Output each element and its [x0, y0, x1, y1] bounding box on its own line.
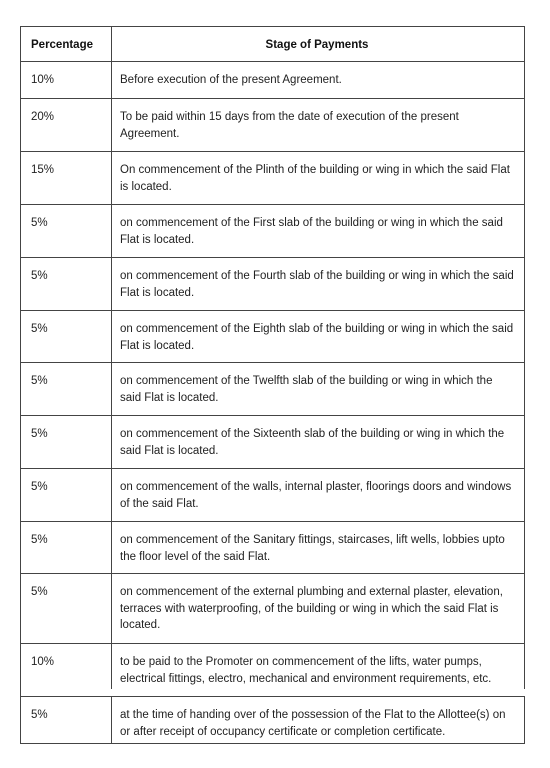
table-row	[20, 416, 525, 469]
percentage-cell: 10%	[21, 644, 112, 689]
percentage-cell: 5%	[21, 522, 112, 573]
table-gap-divider	[20, 689, 525, 697]
table-row	[20, 258, 525, 311]
stage-cell: Before execution of the present Agreement.	[120, 74, 342, 86]
stage-cell: on commencement of the Fourth slab of the building or wing in which the said Flat is located.	[120, 270, 514, 299]
percentage-cell: 5%	[21, 469, 112, 521]
table-row	[20, 644, 525, 689]
stage-cell: on commencement of the walls, internal plaster, floorings doors and windows of the said Flat.	[120, 481, 512, 510]
table-row	[20, 363, 525, 416]
table-row	[20, 574, 525, 644]
stage-cell: to be paid to the Promoter on commencement of the lifts, water pumps, electrical fittings, electro, mechanical and environment requirements, etc.	[120, 656, 492, 685]
stage-cell: on commencement of the Sixteenth slab of the building or wing in which the said Flat is located.	[120, 428, 505, 457]
header-stage-of-payments: Stage of Payments	[265, 39, 369, 51]
stage-cell: on commencement of the Sanitary fittings, staircases, lift wells, lobbies upto the floor level of the said Flat.	[120, 534, 505, 563]
table-row	[20, 697, 525, 744]
header-percentage: Percentage	[21, 27, 112, 61]
stage-cell: at the time of handing over of the possession of the Flat to the Allottee(s) on or after receipt of occupancy certificate or completion certificate.	[120, 709, 506, 738]
table-row	[20, 311, 525, 363]
percentage-cell: 5%	[21, 205, 112, 257]
percentage-cell: 15%	[21, 152, 112, 204]
stage-cell: on commencement of the external plumbing and external plaster, elevation, terraces with waterproofing, of the building or wing in which the said Flat is located.	[120, 586, 503, 631]
table-row	[20, 469, 525, 522]
percentage-cell: 20%	[21, 99, 112, 151]
stage-cell: on commencement of the First slab of the building or wing in which the said Flat is located.	[120, 217, 503, 246]
stage-cell: on commencement of the Twelfth slab of the building or wing in which the said Flat is located.	[120, 375, 493, 404]
payment-schedule-table	[20, 26, 525, 744]
percentage-cell: 5%	[21, 258, 112, 310]
percentage-cell: 5%	[21, 574, 112, 643]
stage-cell: To be paid within 15 days from the date of execution of the present Agreement.	[120, 111, 459, 140]
table-row	[20, 522, 525, 574]
percentage-cell: 5%	[21, 311, 112, 362]
percentage-cell: 5%	[21, 363, 112, 415]
stage-cell: on commencement of the Eighth slab of the building or wing in which the said Flat is located.	[120, 323, 514, 352]
stage-cell: On commencement of the Plinth of the building or wing in which the said Flat is located.	[120, 164, 510, 193]
percentage-cell: 5%	[21, 416, 112, 468]
table-row	[20, 99, 525, 152]
table-header-row	[20, 26, 525, 62]
percentage-cell: 5%	[21, 697, 112, 743]
table-row	[20, 62, 525, 99]
table-row	[20, 152, 525, 205]
percentage-cell: 10%	[21, 62, 112, 98]
table-row	[20, 205, 525, 258]
